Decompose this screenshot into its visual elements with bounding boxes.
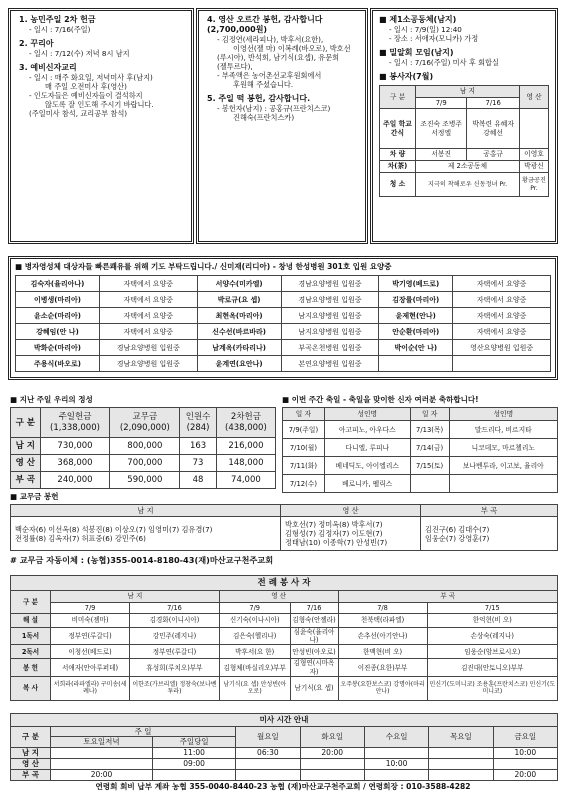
offering-col-yeongsan: 영 산 bbox=[281, 505, 421, 517]
sick-name: 이병생(마리아) bbox=[16, 292, 100, 308]
finance-row bbox=[11, 472, 276, 489]
sick-status: 남지요양병원 입원중 bbox=[281, 324, 379, 340]
finance-cell: 800,000 bbox=[110, 438, 180, 455]
sick-status: 경남요양병원 입원중 bbox=[99, 340, 197, 356]
vol-cell: 제 2소공동체 bbox=[416, 161, 520, 173]
notice-column-1 bbox=[8, 8, 194, 244]
birthday-row bbox=[283, 439, 558, 457]
service-cell: 임웅순(암브로시오) bbox=[427, 645, 557, 659]
service-parish: 부 곡 bbox=[338, 591, 558, 603]
service-section bbox=[10, 575, 558, 701]
mass-day: 화요일 bbox=[300, 727, 364, 748]
service-title: 전 례 봉 사 자 bbox=[11, 576, 558, 591]
col1-item-title: 1. 농민주일 2차 헌금 bbox=[19, 15, 96, 24]
service-cell: 김은숙(헬리나) bbox=[219, 628, 290, 645]
birthday-date: 7/14(금) bbox=[410, 439, 449, 457]
mass-table bbox=[10, 713, 558, 781]
birthday-date: 7/9(주일) bbox=[283, 421, 325, 439]
notice-column-2 bbox=[196, 8, 368, 244]
finance-header-label: 교무금 bbox=[132, 412, 158, 423]
mass-cell bbox=[429, 769, 493, 780]
mass-cell bbox=[300, 769, 364, 780]
finance-row-label: 영 산 bbox=[11, 455, 41, 472]
finance-title: ■ 지난 주일 우리의 정성 bbox=[10, 395, 93, 404]
service-row-label: 해 설 bbox=[11, 614, 51, 628]
birthday-header-row bbox=[283, 408, 558, 421]
birthday-date: 7/11(화) bbox=[283, 457, 325, 475]
mass-title-row bbox=[11, 714, 558, 727]
offering-bugok-line: 김진구(6) 김대수(7) bbox=[425, 524, 490, 534]
sick-status: 영산요양병원 입원중 bbox=[453, 340, 551, 356]
service-row-label: 2독서 bbox=[11, 645, 51, 659]
mass-day: 수요일 bbox=[364, 727, 428, 748]
col1-item-line: - 일시 : 7/16(주일) bbox=[29, 25, 91, 34]
service-parish: 영 산 bbox=[219, 591, 338, 603]
finance-header bbox=[180, 408, 217, 438]
finance-header-label: 2차헌금 bbox=[230, 412, 261, 423]
offering-namji-line: 전정률(8) 김옥자(7) 허표중(6) 강민주(6) bbox=[15, 533, 146, 543]
service-cell: 한억현(비 오) bbox=[427, 614, 557, 628]
vol-cell: 공홍규 bbox=[467, 149, 520, 161]
sick-status bbox=[453, 356, 551, 372]
service-cell: 휴성희(루치오)부부 bbox=[130, 659, 220, 676]
col2-item-line: - 김정연(세라피나), 박후서(요한), bbox=[217, 35, 324, 44]
service-date: 7/16 bbox=[290, 603, 338, 614]
service-cell: 정부연(루갈디) bbox=[130, 645, 220, 659]
vol-row-label: 청 소 bbox=[380, 173, 416, 197]
finance-row-label: 남 지 bbox=[11, 438, 41, 455]
service-cell: 정부연(루갈디) bbox=[51, 628, 130, 645]
birthday-saint: 베네딕도, 아이엘리스 bbox=[324, 457, 410, 475]
offering-section bbox=[10, 492, 558, 566]
sick-name bbox=[379, 356, 453, 372]
sick-status: 본연요양병원 입원중 bbox=[281, 356, 379, 372]
birthday-date: 7/10(월) bbox=[283, 439, 325, 457]
service-cell: 서희라(라파엘라) 구미송(세례나) bbox=[51, 676, 130, 700]
col1-item-line: 매 주일 오전미사 후(영산) bbox=[45, 82, 127, 91]
sick-name: 윤계연(요안나) bbox=[197, 356, 281, 372]
service-parish: 남 지 bbox=[51, 591, 220, 603]
mass-cell: 10:00 bbox=[364, 758, 428, 769]
finance-table bbox=[10, 407, 276, 489]
sick-status: 자택에서 요양중 bbox=[99, 308, 197, 324]
service-cell: 비미숙(젬마) bbox=[51, 614, 130, 628]
col1-item-title: 3. 예비신자교리 bbox=[19, 63, 77, 72]
mass-cell bbox=[429, 758, 493, 769]
birthday-date: 7/12(수) bbox=[283, 475, 325, 493]
col3-item-line: - 일시 : 7/9(일) 12:40 bbox=[389, 25, 462, 34]
offering-col-bugok: 부 곡 bbox=[421, 505, 558, 517]
finance-cell: 700,000 bbox=[110, 455, 180, 472]
mass-cell: 20:00 bbox=[493, 769, 557, 780]
notice-column-3 bbox=[370, 8, 558, 244]
mass-cell: 20:00 bbox=[300, 747, 364, 758]
col3-item-line: - 장소 : 서애자(모니카) 가정 bbox=[389, 34, 479, 43]
birthday-table bbox=[282, 407, 558, 493]
birthday-date: 7/13(목) bbox=[410, 421, 449, 439]
service-date-row bbox=[11, 603, 558, 614]
mass-row-label: 부 곡 bbox=[11, 769, 51, 780]
service-cell: 김경화(이니시아) bbox=[130, 614, 220, 628]
birthday-title: ■ 이번 주간 축일 - 축일을 맞이한 신자 여러분 축하합니다! bbox=[282, 395, 479, 404]
col1-item-line: (주일미사 참석, 교리공부 참석) bbox=[29, 109, 128, 118]
offering-table bbox=[10, 504, 558, 551]
mass-cell: 06:30 bbox=[236, 747, 300, 758]
sick-name: 신수선(바르바라) bbox=[197, 324, 281, 340]
mass-cell: 20:00 bbox=[51, 769, 153, 780]
vol-row-label: 주일 학교 간식 bbox=[380, 109, 416, 149]
service-cell: 박후서(요 한) bbox=[219, 645, 290, 659]
service-row-label: 봉 헌 bbox=[11, 659, 51, 676]
col1-item-line: - 일시 : 매주 화요일, 저녁미사 후(남지) bbox=[29, 73, 153, 82]
col2-item-title: 4. 영산 오르간 봉헌, 감사합니다(2,700,000원) bbox=[207, 15, 323, 34]
finance-header bbox=[110, 408, 180, 438]
vol-row-label: 차(茶) bbox=[380, 161, 416, 173]
col3-item-line: - 일시 : 7/16(주일) 미사 후 회합실 bbox=[389, 58, 499, 67]
finance-cell: 590,000 bbox=[110, 472, 180, 489]
mass-row bbox=[11, 758, 558, 769]
service-row bbox=[11, 659, 558, 676]
birthday-date: 7/15(토) bbox=[410, 457, 449, 475]
sick-row bbox=[16, 308, 551, 324]
vol-header-yeongsan: 영 산 bbox=[519, 86, 548, 109]
col2-item-line: (루시아), 반석희, 남기식(요셉), 유문희 bbox=[217, 53, 340, 62]
col1-item-line: - 인도자들은 예비신자들이 결석하지 bbox=[29, 91, 143, 100]
service-cell: 천북택(라파엘) bbox=[338, 614, 427, 628]
mass-sunday: 주 일 bbox=[51, 727, 236, 737]
col2-item-line: 후원해 주셨습니다. bbox=[233, 80, 294, 89]
sick-name: 박화순(마리아) bbox=[16, 340, 100, 356]
offering-bugok-line: 임웅순(7) 강영훈(7) bbox=[425, 533, 490, 543]
vol-cell: 황금공진 Pr. bbox=[519, 173, 548, 197]
service-cell: 안성빈(아오로) bbox=[290, 645, 338, 659]
service-cell: 손추선(아기안나) bbox=[338, 628, 427, 645]
sick-title: ■ 병자영성체 대상자들 빠른쾌유를 위해 기도 부탁드립니다./ 신미재(리디아) - 창녕 한성병원 301호 입원 요양중 bbox=[15, 262, 392, 271]
birthday-row bbox=[283, 475, 558, 493]
mass-gubun: 구 분 bbox=[11, 727, 51, 748]
birthday-saint: 다니엘, 루피나 bbox=[324, 439, 410, 457]
birthday-saint: 보나벤투라, 이고보, 율리아 bbox=[449, 457, 557, 475]
service-cell: 신기숙(이나시아) bbox=[219, 614, 290, 628]
birthday-saint: 베로니카, 펠릭스 bbox=[324, 475, 410, 493]
service-row-label: 복 사 bbox=[11, 676, 51, 700]
birthday-saint: 니코데모, 마르첼리노 bbox=[449, 439, 557, 457]
service-date: 7/16 bbox=[130, 603, 220, 614]
mass-cell: 10:00 bbox=[493, 747, 557, 758]
offering-yeongsan-names bbox=[281, 517, 421, 551]
mass-row-label: 영 산 bbox=[11, 758, 51, 769]
sick-name: 김장률(마리아) bbox=[379, 292, 453, 308]
service-cell: 김형숙(안젤라) bbox=[290, 614, 338, 628]
service-cell: 이진종(요한)부부 bbox=[338, 659, 427, 676]
sick-status: 자택에서 요양중 bbox=[99, 276, 197, 292]
sick-name: 박이순(안 나) bbox=[379, 340, 453, 356]
col3-item-title: ■ 봉사자(7월) bbox=[379, 72, 434, 81]
birthday-header: 성인명 bbox=[449, 408, 557, 421]
mass-cell bbox=[493, 758, 557, 769]
vol-cell bbox=[519, 109, 548, 149]
service-row-label: 1독서 bbox=[11, 628, 51, 645]
sick-status: 경남요양병원 입원중 bbox=[281, 276, 379, 292]
service-row bbox=[11, 628, 558, 645]
finance-row bbox=[11, 438, 276, 455]
sick-row bbox=[16, 356, 551, 372]
finance-header-gubun: 구 분 bbox=[11, 408, 41, 438]
col2-item-line: 진해숙(프란치스카) bbox=[233, 113, 295, 122]
finance-header-label: 인원수 bbox=[185, 412, 211, 423]
sick-section bbox=[8, 256, 558, 380]
sick-name: 박로규(요 셉) bbox=[197, 292, 281, 308]
finance-header-total: (2,090,000) bbox=[119, 422, 170, 433]
mass-cell bbox=[236, 769, 300, 780]
offering-yeongsan-line: 정태남(10) 이종학(7) 안성빈(7) bbox=[285, 538, 388, 548]
service-row bbox=[11, 676, 558, 700]
service-date: 7/9 bbox=[51, 603, 130, 614]
service-cell: 민신기(도미니코) 조용훈(프란치스코) 민신기(도미니코) bbox=[427, 676, 557, 700]
sick-status: 자택에서 요양중 bbox=[453, 292, 551, 308]
birthday-saint bbox=[449, 475, 557, 493]
mass-sunday-sub: 주일당일 bbox=[153, 737, 236, 747]
finance-header-label: 주일헌금 bbox=[58, 412, 92, 423]
offering-yeongsan-line: 박호선(7) 정미옥(8) 박후서(7) bbox=[285, 520, 383, 530]
mass-cell bbox=[364, 769, 428, 780]
finance-cell: 368,000 bbox=[40, 455, 110, 472]
volunteer-table bbox=[379, 85, 549, 197]
sick-row bbox=[16, 340, 551, 356]
vol-date-1: 7/9 bbox=[416, 98, 467, 109]
finance-cell: 74,000 bbox=[216, 472, 275, 489]
sick-name: 강혜임(안 나) bbox=[16, 324, 100, 340]
birthday-header: 성인명 bbox=[324, 408, 410, 421]
mass-cell bbox=[364, 747, 428, 758]
finance-cell: 730,000 bbox=[40, 438, 110, 455]
mass-row bbox=[11, 769, 558, 780]
finance-header-total: (1,338,000) bbox=[50, 422, 100, 433]
col2-item-line: (젤투르다), bbox=[217, 62, 253, 71]
vol-header-namji: 남 지 bbox=[416, 86, 520, 98]
sick-status: 자택에서 요양중 bbox=[99, 324, 197, 340]
offering-bugok-names bbox=[421, 517, 558, 551]
mass-day: 금요일 bbox=[493, 727, 557, 748]
col2-item-line: - 부족액은 농어촌선교후원회에서 bbox=[217, 71, 322, 80]
service-parish-row bbox=[11, 591, 558, 603]
service-date: 7/9 bbox=[219, 603, 290, 614]
finance-header bbox=[40, 408, 110, 438]
finance-header bbox=[216, 408, 275, 438]
birthday-row bbox=[283, 457, 558, 475]
mass-cell bbox=[51, 758, 153, 769]
finance-cell: 148,000 bbox=[216, 455, 275, 472]
sick-row bbox=[16, 324, 551, 340]
finance-cell: 73 bbox=[180, 455, 217, 472]
vol-cell: 박광신 bbox=[519, 161, 548, 173]
sick-name: 안순환(마리아) bbox=[379, 324, 453, 340]
col3-item-title: ■ 밀알회 모임(남지) bbox=[379, 48, 454, 57]
col2-item-title: 5. 주일 떡 봉헌, 감사합니다. bbox=[207, 94, 311, 103]
service-cell: 심윤숙(율리아나) bbox=[290, 628, 338, 645]
sick-name: 최현옥(마리아) bbox=[197, 308, 281, 324]
vol-date-2: 7/16 bbox=[467, 98, 520, 109]
col1-item-title: 2. 꾸리아 bbox=[19, 39, 54, 48]
service-cell: 이한조(가브리엘) 정창숙(보나벤투라) bbox=[130, 676, 220, 700]
mass-row bbox=[11, 747, 558, 758]
finance-section bbox=[10, 395, 276, 489]
sick-name: 김숙자(율리아나) bbox=[16, 276, 100, 292]
offering-title: ■ 교무금 봉헌 bbox=[10, 492, 59, 501]
col3-item-title: ■ 제1소공동체(남지) bbox=[379, 15, 457, 24]
sick-status: 경남요양병원 입원중 bbox=[281, 292, 379, 308]
finance-cell: 48 bbox=[180, 472, 217, 489]
mass-cell bbox=[51, 747, 153, 758]
sick-row bbox=[16, 292, 551, 308]
service-cell: 서애자(안아루퍼데) bbox=[51, 659, 130, 676]
sick-status: 자택에서 요양중 bbox=[453, 308, 551, 324]
footer: 연령회 회비 납부 계좌 농협 355-0040-8440-23 농협 (재)마산교구천주교회 / 연령회장 : 010-3588-4282 bbox=[95, 782, 471, 791]
service-cell: 김진대(안토니오)부부 bbox=[427, 659, 557, 676]
mass-cell bbox=[300, 758, 364, 769]
sick-status: 남지요양병원 입원중 bbox=[281, 308, 379, 324]
service-cell: 손상숙(레지나) bbox=[427, 628, 557, 645]
service-table bbox=[10, 575, 558, 701]
service-date: 7/15 bbox=[427, 603, 557, 614]
sick-name: 서양수(미카엘) bbox=[197, 276, 281, 292]
service-cell: 오주봉(요한보스코) 강명아(마리안나) bbox=[338, 676, 427, 700]
service-cell: 남기식(요 셉) 안성빈(아오로) bbox=[219, 676, 290, 700]
offering-col-namji: 남 지 bbox=[11, 505, 281, 517]
vol-cell: 박복련 유혜자 강혜선 bbox=[467, 109, 520, 149]
offering-yeongsan-line: 김형성(7) 김정자(7) 이도현(7) bbox=[285, 529, 383, 539]
finance-cell: 240,000 bbox=[40, 472, 110, 489]
col1-item-line: - 일시 : 7/12(수) 저녁 8시 남지 bbox=[29, 49, 130, 58]
mass-sunday-sub: 토요일저녁 bbox=[51, 737, 153, 747]
service-row bbox=[11, 614, 558, 628]
birthday-saint: 아고피노, 아우다스 bbox=[324, 421, 410, 439]
vol-row-label: 차 량 bbox=[380, 149, 416, 161]
service-cell: 김형체(바실리오)부부 bbox=[219, 659, 290, 676]
service-cell: 김형연(시마옥자) bbox=[290, 659, 338, 676]
sick-row bbox=[16, 276, 551, 292]
offering-namji-names bbox=[11, 517, 281, 551]
mass-cell bbox=[429, 747, 493, 758]
col1-item-line: 않도록 잘 인도해 주시기 바랍니다. bbox=[45, 100, 154, 109]
mass-cell: 11:00 bbox=[153, 747, 236, 758]
sick-name: 남계옥(카타리나) bbox=[197, 340, 281, 356]
finance-header-total: (284) bbox=[186, 422, 210, 433]
mass-day: 목요일 bbox=[429, 727, 493, 748]
sick-status: 경남요양병원 입원중 bbox=[99, 356, 197, 372]
sick-status: 자택에서 요양중 bbox=[453, 276, 551, 292]
sick-status: 자택에서 요양중 bbox=[99, 292, 197, 308]
mass-day: 월요일 bbox=[236, 727, 300, 748]
finance-cell: 216,000 bbox=[216, 438, 275, 455]
col2-item-line: - 봉헌자(남지) : 공홍규(프란치스코) bbox=[217, 104, 331, 113]
service-title-row bbox=[11, 576, 558, 591]
sick-name: 박기영(베드로) bbox=[379, 276, 453, 292]
finance-cell: 163 bbox=[180, 438, 217, 455]
vol-cell: 조진숙 조병주 서정엘 bbox=[416, 109, 467, 149]
sick-name: 윤소순(마리아) bbox=[16, 308, 100, 324]
mass-row-label: 남 지 bbox=[11, 747, 51, 758]
service-cell: 강민주(레지나) bbox=[130, 628, 220, 645]
finance-row-label: 부 곡 bbox=[11, 472, 41, 489]
sick-table bbox=[15, 275, 551, 372]
birthday-header: 일 자 bbox=[283, 408, 325, 421]
vol-header-gubun: 구 분 bbox=[380, 86, 416, 109]
mass-cell bbox=[153, 769, 236, 780]
mass-cell bbox=[236, 758, 300, 769]
birthday-saint: 말드리다, 비르지타 bbox=[449, 421, 557, 439]
vol-cell: 이영호 bbox=[519, 149, 548, 161]
sick-status: 자택에서 요양중 bbox=[453, 324, 551, 340]
offering-namji-line: 백순자(6) 이선옥(8) 석봉진(8) 이상오(7) 임영미(7) 김유경(7) bbox=[15, 524, 213, 534]
service-gubun: 구 분 bbox=[11, 591, 51, 614]
finance-row bbox=[11, 455, 276, 472]
mass-title: 미사 시간 안내 bbox=[11, 714, 558, 727]
service-cell: 한맥현(비 오) bbox=[338, 645, 427, 659]
mass-header-row bbox=[11, 727, 558, 737]
service-cell: 이청선(베드로) bbox=[51, 645, 130, 659]
col2-item-line: 이영선(젤 마) 이복례(바오로), 박호선 bbox=[233, 44, 351, 53]
birthday-date bbox=[410, 475, 449, 493]
sick-status: 부곡온천병원 입원중 bbox=[281, 340, 379, 356]
account-info: # 교무금 자동이체 : (농협)355-0014-8180-43(재)마산교구천주교회 bbox=[10, 555, 274, 566]
sick-name: 주용식(바오로) bbox=[16, 356, 100, 372]
service-cell: 남기식(요 셉) bbox=[290, 676, 338, 700]
vol-cell: 지극히 착해로우 신동정녀 Pr. bbox=[416, 173, 520, 197]
mass-cell: 09:00 bbox=[153, 758, 236, 769]
birthday-header: 일 자 bbox=[410, 408, 449, 421]
finance-header-row bbox=[11, 408, 276, 438]
service-date: 7/8 bbox=[338, 603, 427, 614]
birthday-section bbox=[282, 395, 558, 493]
birthday-row bbox=[283, 421, 558, 439]
finance-header-total: (438,000) bbox=[225, 422, 267, 433]
vol-cell: 서봉진 bbox=[416, 149, 467, 161]
mass-section bbox=[10, 713, 558, 781]
sick-name: 윤제현(안나) bbox=[379, 308, 453, 324]
service-row bbox=[11, 645, 558, 659]
